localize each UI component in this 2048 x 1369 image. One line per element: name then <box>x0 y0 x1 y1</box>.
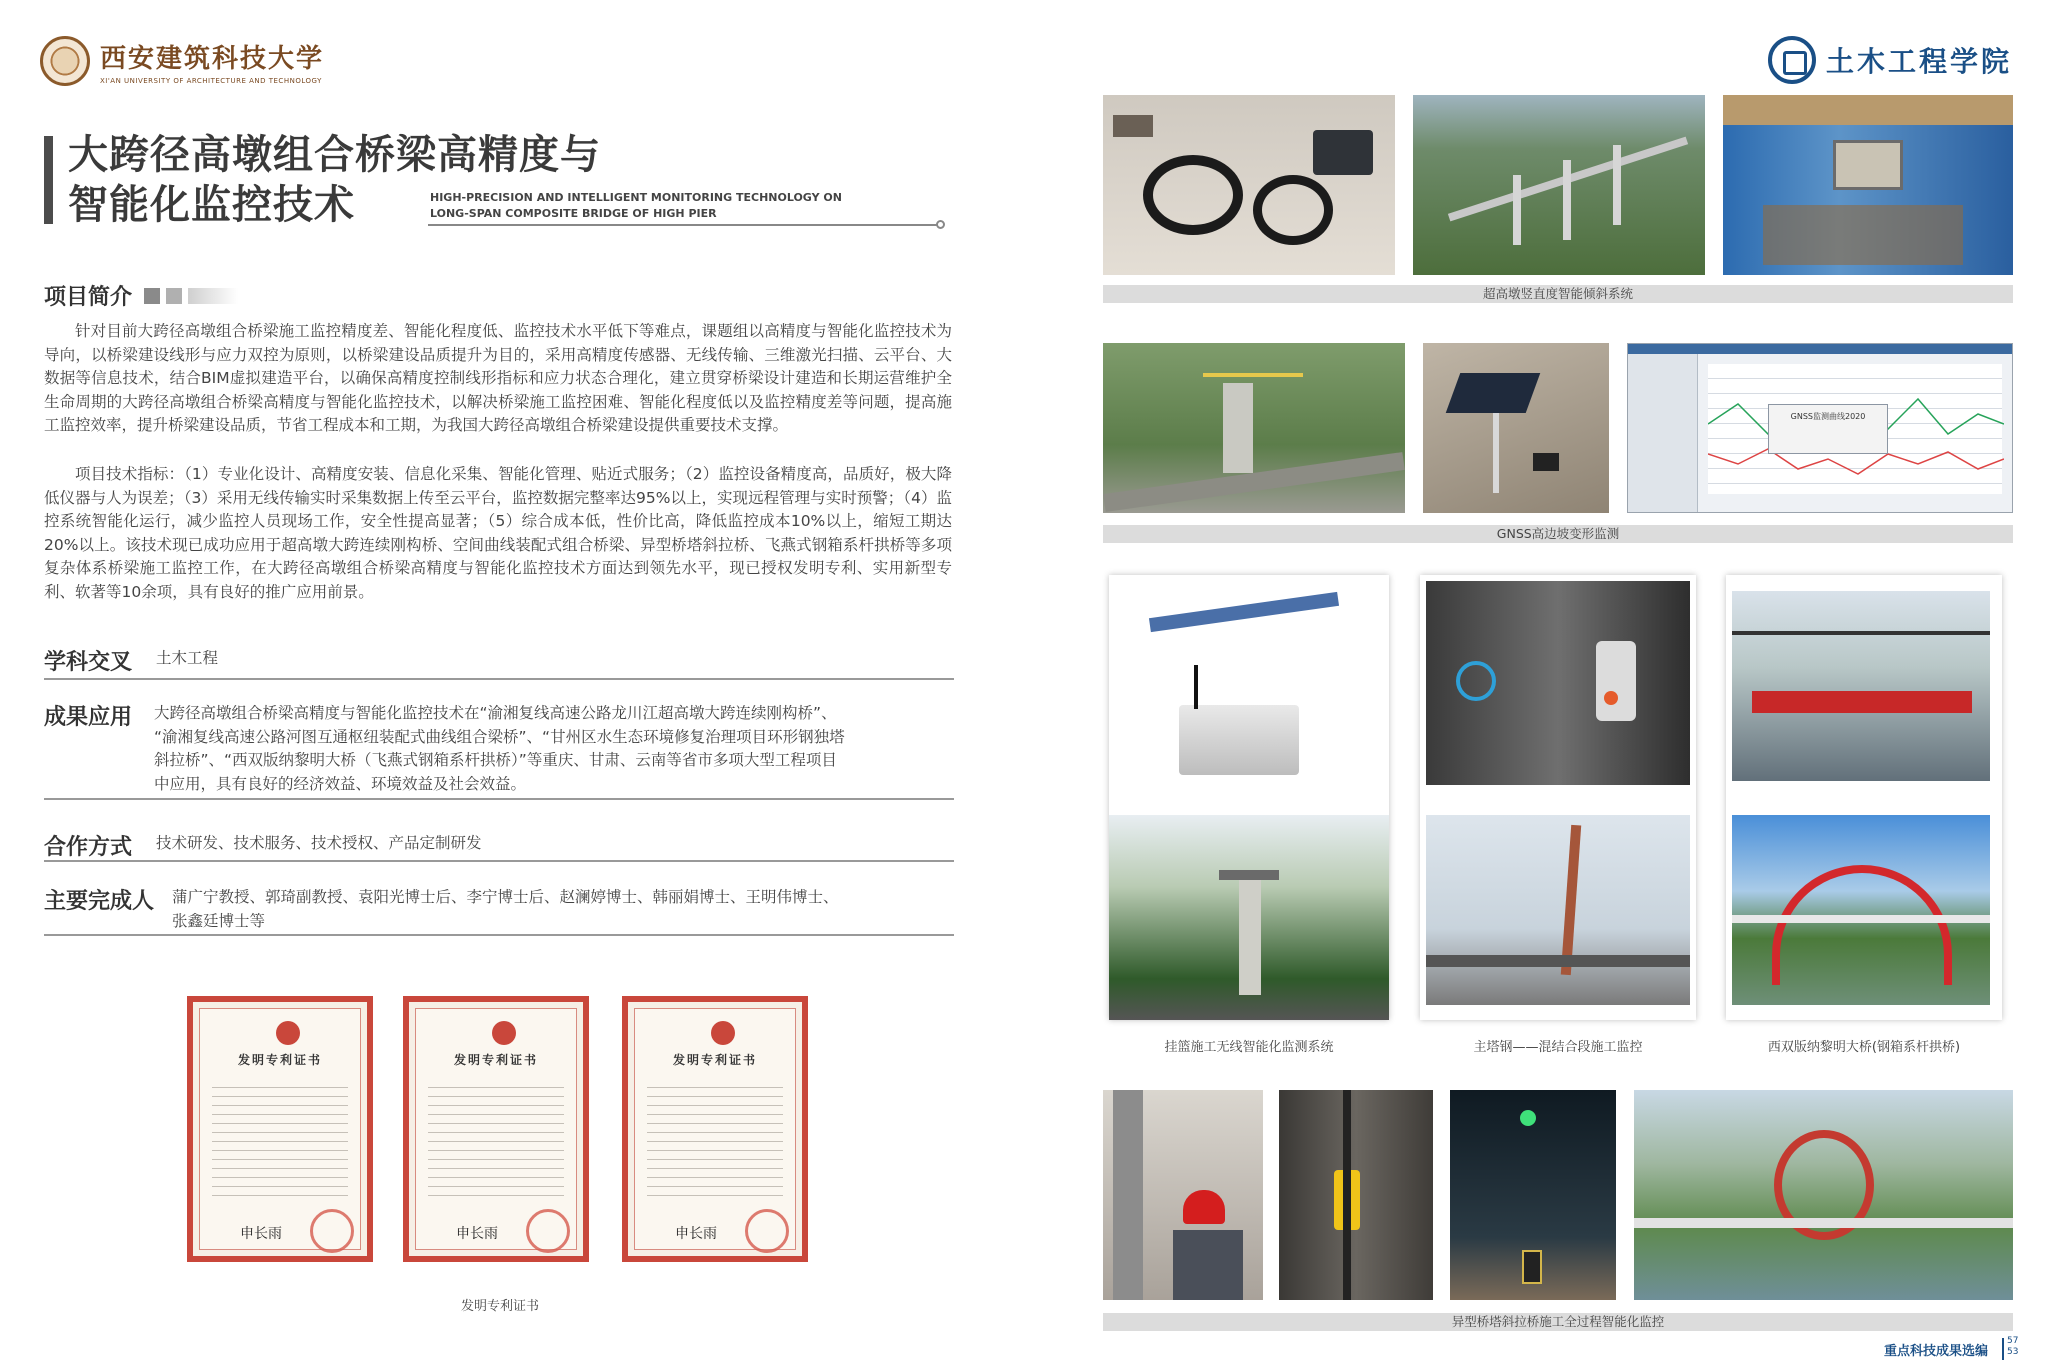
photo-inclinometer-sensor <box>1723 95 2013 275</box>
photo-cable-sensor <box>1279 1090 1433 1300</box>
page-numbers <box>2007 1336 2018 1358</box>
cooperation-heading: 合作方式 <box>44 835 133 860</box>
intro-paragraph-2: 项目技术指标：（1）专业化设计、高精度安装、信息化采集、智能化管理、贴近式服务；（2）监控设备精度高，品质好，极大降低仪器与人为误差；（3）采用无线传输实时采集数据上传至云平台，监控数据完整率达95%以上，实现远程管理与实时预警；（4）监控系统智能化运行，减少监控人员现场工作，安全性提高显著；（5）综合成本低，性价比高，降低监控成本10%以上，缩短工期达20%以上。该技术现已成功应用于超高墩大跨连续刚构桥、空间曲线装配式组合桥梁、异型桥塔斜拉桥、飞燕式钢箱系杆拱桥等多项复杂体系桥梁施工监控工作，在大跨径高墩组合桥梁高精度与智能化监控技术方面达到领先水平，现已授权发明专利、实用新型专利、软著等10余项，具有良好的推广应用前景。 <box>44 465 952 601</box>
page-number-left: 57 <box>2007 1336 2019 1346</box>
divider <box>44 798 954 800</box>
team-heading: 主要完成人 <box>44 889 155 914</box>
divider <box>44 678 954 680</box>
discipline-value: 土木工程 <box>156 649 219 667</box>
title-underline <box>428 224 940 226</box>
photo-construction-site-aerial <box>1103 343 1405 513</box>
heading-decoration <box>144 288 238 304</box>
frame-hanging-basket <box>1109 575 1389 1020</box>
photo-ring-tower-bridge <box>1634 1090 2013 1300</box>
software-popup: GNSS监测曲线2020 <box>1768 404 1888 454</box>
photo-monitoring-software-screen <box>1627 343 2013 513</box>
intro-paragraph-1: 针对目前大跨径高墩组合桥梁施工监控精度差、智能化程度低、监控技术水平低下等难点，课题组以高精度与智能化监控技术为导向，以桥梁建设线形与应力双控为原则，以桥梁建设品质提升为目的，采用高精度传感器、无线传输、三维激光扫描、云平台、大数据等信息技术，结合BIM虚拟建造平台，以确保高精度控制线形指标和应力状态合理化，建立贯穿桥梁设计建造和长期运营维护全生命周期的大跨径高墩组合桥梁高精度与智能化监控技术，以解决桥梁施工监控困难、智能化程度低以及监控精度差等问题，提高施工监控效率，提升桥梁建设品质，节省工程成本和工期，为我国大跨径高墩组合桥梁建设提供重要技术支撑。 <box>44 322 952 434</box>
patent-office-icon <box>492 1021 516 1045</box>
title-en-line-1: HIGH-PRECISION AND INTELLIGENT MONITORING TECHNOLOGY ON <box>430 191 842 204</box>
application-line-1: 大跨径高墩组合桥梁高精度与智能化监控技术在“渝湘复线高速公路龙川江超高墩大跨连续刚构桥”、 <box>154 704 837 722</box>
application-line-3: 斜拉桥”、“西双版纳黎明大桥（飞燕式钢箱系杆拱桥）”等重庆、甘肃、云南等省市多项大型工程项目 <box>154 751 837 769</box>
photo-high-pier-bridge-aerial <box>1413 95 1705 275</box>
photo-night-monitoring <box>1450 1090 1616 1300</box>
application-text <box>154 702 954 796</box>
application-heading: 成果应用 <box>44 705 133 730</box>
patent-certificate <box>187 996 373 1262</box>
application-line-2: “渝湘复线高速公路河图互通枢纽装配式曲线组合梁桥”、“甘州区水生态环境修复治理项目环形钢独塔 <box>154 727 845 746</box>
intro-heading-row <box>44 280 238 311</box>
patent-certificate <box>622 996 808 1262</box>
photo-worker-with-hardhat <box>1103 1090 1263 1300</box>
footer-divider <box>2002 1338 2004 1360</box>
seal-stamp-icon <box>310 1209 354 1253</box>
caption-xishuangbanna-bridge: 西双版纳黎明大桥(钢箱系杆拱桥) <box>1767 1040 1961 1055</box>
college-seal-icon <box>1768 36 1816 84</box>
photo-high-pier-construction <box>1109 815 1389 1020</box>
title-accent-bar <box>44 136 53 224</box>
caption-tower-steel: 主塔钢——混结合段施工监控 <box>1473 1040 1643 1055</box>
certificate-title: 发明专利证书 <box>237 1053 322 1067</box>
intro-heading: 项目简介 <box>44 285 133 310</box>
patent-certificate <box>403 996 589 1262</box>
certificates-caption: 发明专利证书 <box>460 1299 539 1314</box>
caption-special-tower: 异型桥塔斜拉桥施工全过程智能化监控 <box>1103 1313 2013 1331</box>
university-name-cn: 西安建筑科技大学 <box>100 43 325 74</box>
title-line-2: 智能化监控技术 <box>68 182 355 228</box>
certificate-title: 发明专利证书 <box>453 1053 538 1067</box>
university-seal-icon <box>40 36 90 86</box>
title-english <box>430 190 850 222</box>
photo-cable-stayed-tower <box>1426 815 1690 1005</box>
photo-red-arch-bridge <box>1732 815 1990 1005</box>
divider <box>44 860 954 862</box>
team-text <box>172 886 952 933</box>
photo-strain-sensor <box>1426 581 1690 785</box>
photo-arch-bridge-construction <box>1732 591 1990 781</box>
footer-text: 重点科技成果选编 <box>1884 1344 1989 1359</box>
seal-stamp-icon <box>526 1209 570 1253</box>
photo-monitoring-equipment <box>1103 95 1395 275</box>
patent-office-icon <box>276 1021 300 1045</box>
page-number-right: 53 <box>2007 1347 2019 1357</box>
caption-hanging-basket: 挂篮施工无线智能化监测系统 <box>1164 1040 1334 1055</box>
university-logo <box>40 36 330 86</box>
frame-tower-steel <box>1420 575 1696 1020</box>
title-en-line-2: LONG-SPAN COMPOSITE BRIDGE OF HIGH PIER <box>430 207 717 220</box>
university-name-en: XI'AN UNIVERSITY OF ARCHITECTURE AND TECHNOLOGY <box>100 76 322 85</box>
divider <box>44 934 954 936</box>
application-line-4: 中应用，具有良好的经济效益、环境效益及社会效益。 <box>154 774 527 793</box>
cooperation-value: 技术研发、技术服务、技术授权、产品定制研发 <box>156 834 482 852</box>
team-line-2: 张鑫廷博士等 <box>172 911 266 930</box>
certificate-signature: 申长雨 <box>240 1226 282 1242</box>
caption-vertical-monitoring: 超高墩竖直度智能倾斜系统 <box>1103 285 2013 303</box>
title-line-1: 大跨径高墩组合桥梁高精度与 <box>68 132 601 178</box>
certificate-signature: 申长雨 <box>675 1226 717 1242</box>
discipline-heading: 学科交叉 <box>44 650 133 675</box>
title-line-end-dot <box>936 220 945 229</box>
photo-wireless-device <box>1109 575 1389 815</box>
seal-stamp-icon <box>745 1209 789 1253</box>
certificate-title: 发明专利证书 <box>672 1053 757 1067</box>
certificate-signature: 申长雨 <box>456 1226 498 1242</box>
team-line-1: 蒲广宁教授、郭琦副教授、袁阳光博士后、李宁博士后、赵澜婷博士、韩丽娟博士、王明伟博士、 <box>172 888 839 906</box>
caption-gnss: GNSS高边坡变形监测 <box>1103 525 2013 543</box>
photo-gnss-solar-station <box>1423 343 1609 513</box>
college-name: 土木工程学院 <box>1826 45 2013 78</box>
frame-xishuangbanna-bridge <box>1726 575 2002 1020</box>
college-logo <box>1768 32 2013 88</box>
patent-office-icon <box>711 1021 735 1045</box>
